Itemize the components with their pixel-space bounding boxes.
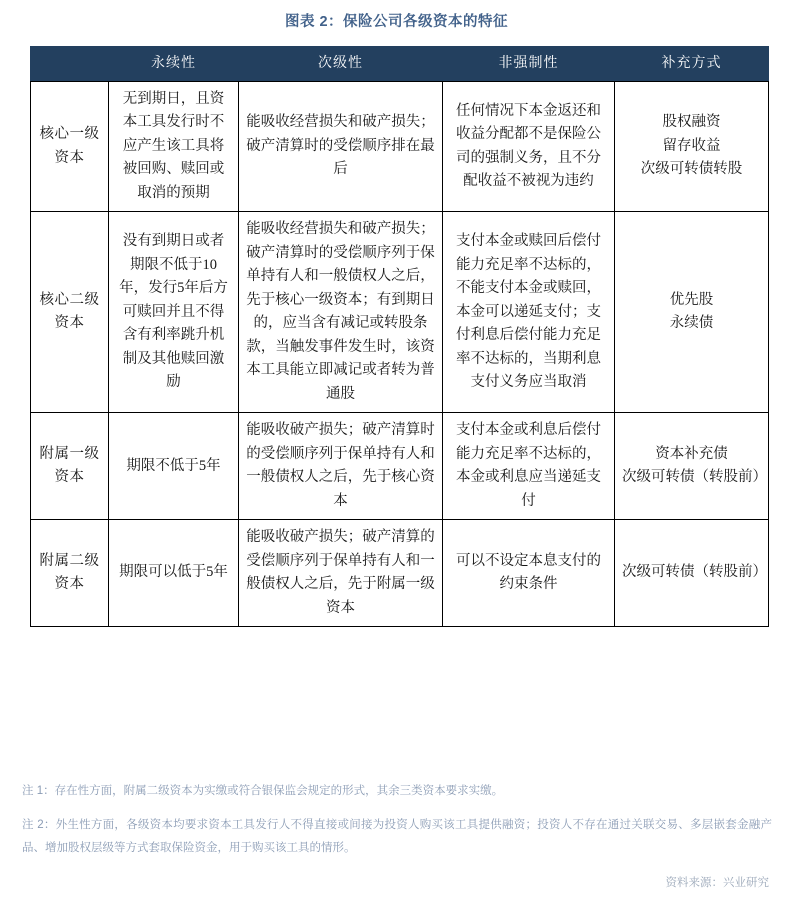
cell-supp-tier2-subordination: 能吸收破产损失；破产清算的受偿顺序列于保单持有人和一般债权人之后，先于附属一级资本 bbox=[239, 520, 443, 627]
cell-core-tier1-supplement bbox=[615, 82, 769, 212]
footnotes bbox=[22, 780, 772, 871]
footnote-1: 注 1：存在性方面，附属二级资本为实缴或符合银保监会规定的形式，其余三类资本要求实缴。 bbox=[22, 785, 504, 797]
table-header-subordination: 次级性 bbox=[239, 47, 443, 82]
cell-supp-tier2-perpetuity: 期限可以低于5年 bbox=[109, 520, 239, 627]
cell-supp-tier1-subordination: 能吸收破产损失；破产清算时的受偿顺序列于保单持有人和一般债权人之后，先于核心资本 bbox=[239, 413, 443, 520]
cell-supp-tier1-perpetuity: 期限不低于5年 bbox=[109, 413, 239, 520]
source-label: 资料来源：兴业研究 bbox=[665, 877, 769, 889]
cell-supp-tier2-noncompulsory: 可以不设定本息支付的约束条件 bbox=[443, 520, 615, 627]
table-row bbox=[31, 82, 769, 212]
table-header-perpetuity: 永续性 bbox=[109, 47, 239, 82]
supplement-line: 次级可转债（转股前） bbox=[622, 564, 767, 581]
cell-core-tier1-perpetuity: 无到期日，且资本工具发行时不应产生该工具将被回购、赎回或取消的预期 bbox=[109, 82, 239, 212]
table-header-row bbox=[31, 47, 769, 82]
supplement-line: 次级可转债转股 bbox=[640, 161, 743, 178]
table-header bbox=[31, 47, 769, 82]
table-header-supplement: 补充方式 bbox=[615, 47, 769, 82]
table-body bbox=[31, 82, 769, 627]
cell-supp-tier1-noncompulsory: 支付本金或利息后偿付能力充足率不达标的，本金或利息应当递延支付 bbox=[443, 413, 615, 520]
footnote-2: 注 2：外生性方面，各级资本均要求资本工具发行人不得直接或间接为投资人购买该工具提供融资；投资人不存在通过关联交易、多层嵌套金融产品、增加股权层级等方式套取保险资金，用于购买该工具的情形。 bbox=[22, 819, 772, 854]
table-row bbox=[31, 212, 769, 413]
supplement-line: 永续债 bbox=[669, 315, 714, 332]
cell-core-tier2-perpetuity: 没有到期日或者期限不低于10年，发行5年后方可赎回并且不得含有利率跳升机制及其他赎回激励 bbox=[109, 212, 239, 413]
row-label-supp-tier1: 附属一级资本 bbox=[31, 413, 109, 520]
row-label-supp-tier2: 附属二级资本 bbox=[31, 520, 109, 627]
supplement-line: 优先股 bbox=[669, 291, 714, 308]
cell-core-tier2-supplement bbox=[615, 212, 769, 413]
capital-characteristics-table-wrapper bbox=[30, 46, 768, 627]
page-title: 图表 2：保险公司各级资本的特征 bbox=[284, 14, 509, 30]
table-header-corner bbox=[31, 47, 109, 82]
cell-core-tier1-subordination: 能吸收经营损失和破产损失；破产清算时的受偿顺序排在最后 bbox=[239, 82, 443, 212]
supplement-line: 次级可转债（转股前） bbox=[622, 469, 767, 486]
row-label-core-tier2: 核心二级资本 bbox=[31, 212, 109, 413]
table-header-noncompulsory: 非强制性 bbox=[443, 47, 615, 82]
supplement-line: 股权融资 bbox=[662, 114, 721, 131]
cell-supp-tier1-supplement bbox=[615, 413, 769, 520]
cell-core-tier2-noncompulsory: 支付本金或赎回后偿付能力充足率不达标的，不能支付本金或赎回，本金可以递延支付；支付利息后偿付能力充足率不达标的，当期利息支付义务应当取消 bbox=[443, 212, 615, 413]
supplement-line: 留存收益 bbox=[662, 137, 721, 154]
capital-characteristics-table bbox=[30, 46, 769, 627]
row-label-core-tier1: 核心一级资本 bbox=[31, 82, 109, 212]
supplement-line: 资本补充债 bbox=[655, 445, 728, 462]
cell-core-tier2-subordination: 能吸收经营损失和破产损失；破产清算时的受偿顺序列于保单持有人和一般债权人之后，先于核心一级资本；有到期日的，应当含有减记或转股条款，当触发事件发生时，该资本工具能立即减记或者转为普通股 bbox=[239, 212, 443, 413]
cell-supp-tier2-supplement bbox=[615, 520, 769, 627]
cell-core-tier1-noncompulsory: 任何情况下本金返还和收益分配都不是保险公司的强制义务，且不分配收益不被视为违约 bbox=[443, 82, 615, 212]
table-row bbox=[31, 520, 769, 627]
table-row bbox=[31, 413, 769, 520]
